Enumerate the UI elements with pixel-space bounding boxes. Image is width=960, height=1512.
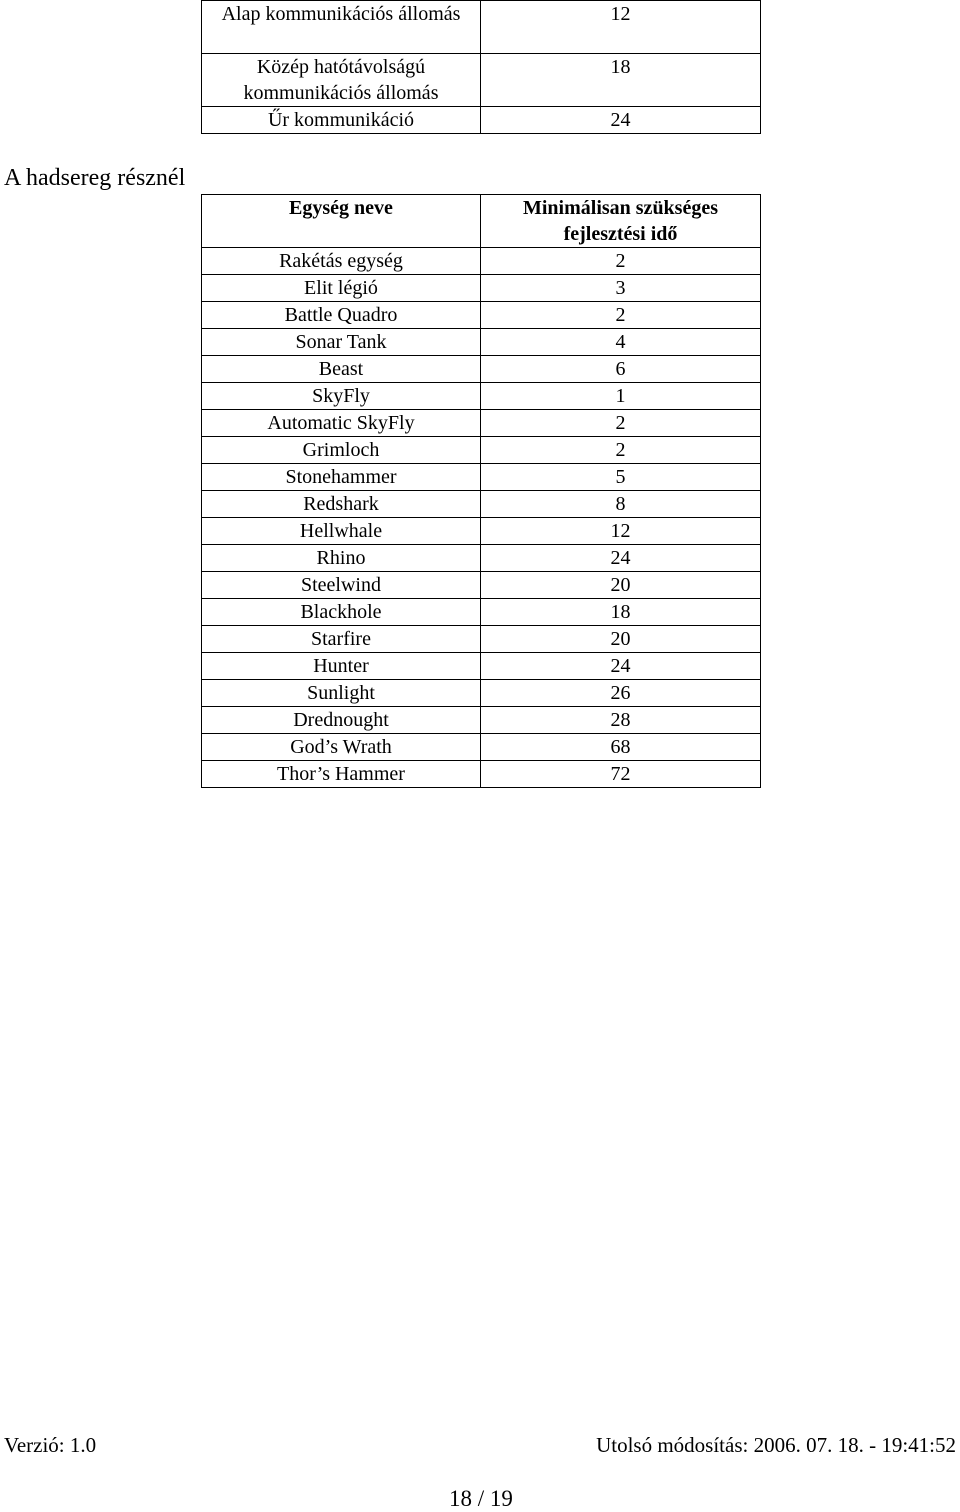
dev-time-cell: 8 bbox=[481, 491, 761, 518]
table-row bbox=[202, 572, 761, 599]
table-row bbox=[202, 275, 761, 302]
army-table-body bbox=[202, 248, 761, 788]
table-header-row bbox=[202, 195, 761, 248]
unit-name-cell: Sonar Tank bbox=[202, 329, 481, 356]
section-heading: A hadsereg résznél bbox=[4, 165, 186, 191]
unit-name-cell: Automatic SkyFly bbox=[202, 410, 481, 437]
dev-time-cell: 12 bbox=[481, 518, 761, 545]
table-row bbox=[202, 464, 761, 491]
unit-name-cell: Hunter bbox=[202, 653, 481, 680]
dev-time-cell: 26 bbox=[481, 680, 761, 707]
station-name: Űr kommunikáció bbox=[202, 107, 481, 134]
table-row bbox=[202, 626, 761, 653]
table-row bbox=[202, 302, 761, 329]
unit-name-cell: Drednought bbox=[202, 707, 481, 734]
table-row bbox=[202, 599, 761, 626]
dev-time-cell: 4 bbox=[481, 329, 761, 356]
table-row bbox=[202, 680, 761, 707]
army-units-table bbox=[201, 194, 761, 788]
station-name: Közép hatótávolságú kommunikációs állomás bbox=[202, 54, 481, 107]
dev-time-cell: 28 bbox=[481, 707, 761, 734]
dev-time-header: Minimálisan szükséges fejlesztési idő bbox=[481, 195, 761, 248]
unit-name-cell: Battle Quadro bbox=[202, 302, 481, 329]
unit-name-cell: Rhino bbox=[202, 545, 481, 572]
station-value: 18 bbox=[481, 54, 761, 107]
dev-time-cell: 6 bbox=[481, 356, 761, 383]
station-name: Alap kommunikációs állomás bbox=[202, 1, 481, 54]
unit-name-cell: Starfire bbox=[202, 626, 481, 653]
table-row bbox=[202, 707, 761, 734]
dev-time-cell: 68 bbox=[481, 734, 761, 761]
unit-name-cell: Steelwind bbox=[202, 572, 481, 599]
unit-name-cell: Thor’s Hammer bbox=[202, 761, 481, 788]
unit-name-cell: Stonehammer bbox=[202, 464, 481, 491]
dev-time-cell: 2 bbox=[481, 248, 761, 275]
unit-name-cell: Blackhole bbox=[202, 599, 481, 626]
table-row bbox=[202, 653, 761, 680]
unit-name-cell: Elit légió bbox=[202, 275, 481, 302]
table-row bbox=[202, 437, 761, 464]
unit-name-header: Egység neve bbox=[202, 195, 481, 248]
table-row bbox=[202, 734, 761, 761]
unit-name-cell: Beast bbox=[202, 356, 481, 383]
table-row bbox=[202, 356, 761, 383]
dev-time-cell: 20 bbox=[481, 572, 761, 599]
table-row bbox=[202, 761, 761, 788]
dev-time-cell: 72 bbox=[481, 761, 761, 788]
dev-time-cell: 18 bbox=[481, 599, 761, 626]
table-row bbox=[202, 329, 761, 356]
unit-name-cell: Hellwhale bbox=[202, 518, 481, 545]
table-row bbox=[202, 491, 761, 518]
station-value: 24 bbox=[481, 107, 761, 134]
dev-time-cell: 5 bbox=[481, 464, 761, 491]
table-row bbox=[202, 518, 761, 545]
dev-time-cell: 3 bbox=[481, 275, 761, 302]
communication-table bbox=[201, 0, 761, 134]
table-row bbox=[202, 545, 761, 572]
table-row bbox=[202, 248, 761, 275]
dev-time-cell: 2 bbox=[481, 437, 761, 464]
table-row bbox=[202, 54, 761, 107]
table-row bbox=[202, 107, 761, 134]
dev-time-cell: 2 bbox=[481, 302, 761, 329]
dev-time-cell: 2 bbox=[481, 410, 761, 437]
page-number: 18 / 19 bbox=[449, 1486, 513, 1511]
dev-time-cell: 24 bbox=[481, 545, 761, 572]
table-row bbox=[202, 383, 761, 410]
version-label: Verzió: 1.0 bbox=[4, 1433, 97, 1457]
table-row bbox=[202, 410, 761, 437]
station-value: 12 bbox=[481, 1, 761, 54]
last-modified-label: Utolsó módosítás: 2006. 07. 18. - 19:41:52 bbox=[596, 1433, 956, 1457]
unit-name-cell: God’s Wrath bbox=[202, 734, 481, 761]
dev-time-cell: 24 bbox=[481, 653, 761, 680]
table-row bbox=[202, 1, 761, 54]
unit-name-cell: Sunlight bbox=[202, 680, 481, 707]
unit-name-cell: SkyFly bbox=[202, 383, 481, 410]
unit-name-cell: Grimloch bbox=[202, 437, 481, 464]
unit-name-cell: Rakétás egység bbox=[202, 248, 481, 275]
unit-name-cell: Redshark bbox=[202, 491, 481, 518]
dev-time-cell: 1 bbox=[481, 383, 761, 410]
dev-time-cell: 20 bbox=[481, 626, 761, 653]
